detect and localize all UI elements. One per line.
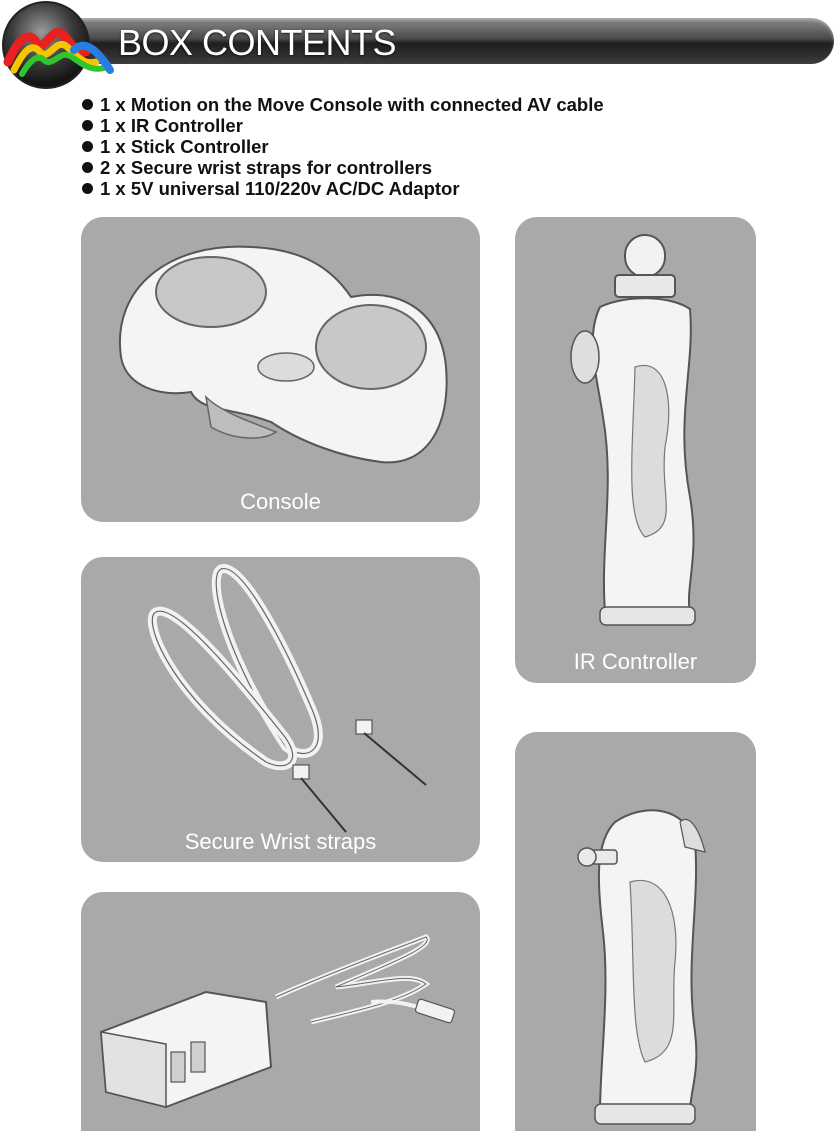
bullet-icon — [82, 141, 93, 152]
page-title: BOX CONTENTS — [118, 22, 397, 63]
adaptor-panel — [81, 892, 480, 1131]
list-item: 1 x Stick Controller — [82, 136, 604, 157]
list-item: 2 x Secure wrist straps for controllers — [82, 157, 604, 178]
wrist-straps-illustration — [81, 557, 480, 862]
bullet-icon — [82, 120, 93, 131]
box-contents-list — [82, 94, 604, 199]
console-illustration — [81, 217, 480, 522]
list-item: 1 x Motion on the Move Console with connected AV cable — [82, 94, 604, 115]
console-label: Console — [240, 489, 321, 514]
bullet-icon — [82, 162, 93, 173]
wrist-straps-panel — [81, 557, 480, 862]
ac-adaptor-illustration — [81, 892, 480, 1131]
bullet-icon — [82, 183, 93, 194]
ir-controller-label: IR Controller — [573, 649, 698, 674]
list-item: 1 x 5V universal 110/220v AC/DC Adaptor — [82, 178, 604, 199]
ir-controller-illustration — [515, 217, 756, 683]
bullet-icon — [82, 99, 93, 110]
rainbow-m-logo-icon — [0, 0, 128, 90]
wrist-straps-label: Secure Wrist straps — [184, 829, 377, 854]
stick-controller-panel — [515, 732, 756, 1131]
stick-controller-illustration — [515, 732, 756, 1131]
ir-controller-panel — [515, 217, 756, 683]
console-panel — [81, 217, 480, 522]
list-item: 1 x IR Controller — [82, 115, 604, 136]
